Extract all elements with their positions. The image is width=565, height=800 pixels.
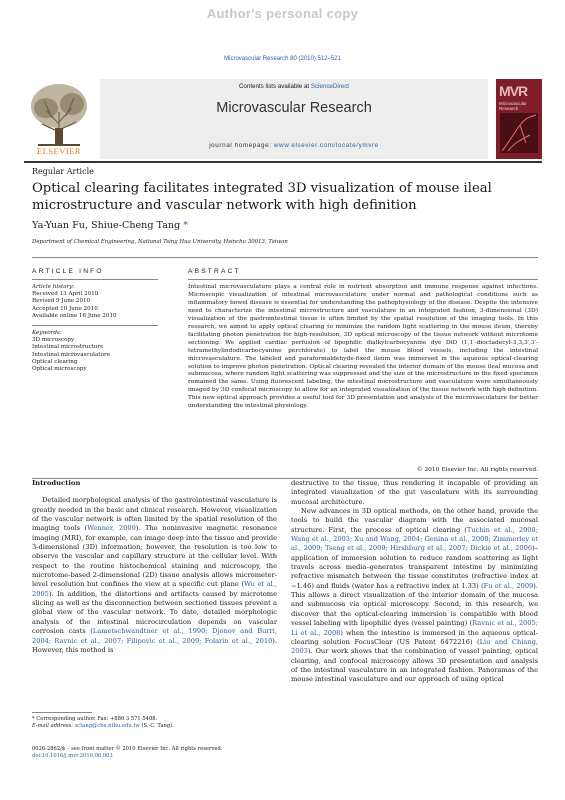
journal-header: [24, 76, 542, 163]
abstract-rule: [188, 279, 538, 280]
affiliation-rule: [32, 257, 538, 258]
journal-homepage: journal homepage: www.elsevier.com/locate/ymvre: [209, 142, 379, 149]
publisher-name: ELSEVIER: [36, 146, 82, 156]
citation-link[interactable]: Fu et al., 2009: [483, 581, 534, 590]
history-label: Article history:: [32, 284, 75, 290]
body-column-left: [32, 479, 277, 655]
author-list: Ya-Yuan Fu, Shiue-Cheng Tang *: [32, 220, 189, 231]
homepage-link[interactable]: www.elsevier.com/locate/ymvre: [273, 142, 379, 149]
issn-block: [32, 746, 332, 761]
keyword: Intestinal microvasculature: [32, 351, 111, 358]
issn-line: 0026-2862/$ – see front matter © 2010 Elsevier Inc. All rights reserved.: [32, 746, 223, 752]
citation-link[interactable]: Liu and Chiang, 2003: [291, 637, 538, 656]
keywords-label: Keywords:: [32, 330, 62, 337]
history-received: Received 13 April 2010: [32, 291, 99, 298]
citation-link[interactable]: Wu et al., 2005: [32, 580, 277, 598]
article-type: Regular Article: [32, 167, 94, 176]
cover-vessel-image: [500, 113, 538, 153]
watermark: Author's personal copy: [206, 6, 359, 21]
info-rule: [32, 279, 158, 280]
history-online: Available online 18 June 2010: [32, 312, 117, 319]
citation-link[interactable]: Ravnic et al., 2005; Li et al., 2008: [291, 619, 538, 637]
citation-link[interactable]: Wenner, 2009: [87, 524, 136, 533]
cover-logo-letters: MVR: [499, 83, 528, 99]
article-info-heading: ARTICLE INFO: [32, 268, 104, 275]
cover-title: Microvascular Research: [499, 101, 527, 111]
keywords-rule: [32, 325, 158, 326]
journal-name: Microvascular Research: [216, 100, 372, 116]
footnote-rule: [32, 712, 92, 713]
body-column-right: [291, 479, 538, 685]
citation-link[interactable]: Lametschwandtner et al., 1990; Djonov and Burri, 2004; Ravnic et al., 2007; Filipovic et al., 2009; Folarin et al., 2010: [32, 627, 277, 645]
email-line: E-mail address: sctang@che.nthu.edu.tw (S.-C. Tang).: [32, 723, 174, 730]
keyword: 3D microscopy: [32, 337, 75, 344]
journal-cover-image: [496, 79, 542, 159]
contents-line: Contents lists available at ScienceDirect: [238, 83, 350, 90]
abstract-text: Intestinal microvasculature plays a central role in nutrient absorption and immune response against infections. Microscopic visualization of intestinal microvasculature under normal and pathological conditions such as inflammatory bowel disease is essential for understanding the pathophysiology of the disease. Despite the intensive need to characterize the intestinal microstructure and vasculature in an integrated fashion, 3-dimensional (3D) visualization of the gastrointestinal tissue is often limited by the spatial resolution of the imaging tools. In this research, we aimed to apply optical clearing to minimize the random light scattering in the mouse ileum, thereby facilitating photon penetration for high-resolution, 3D optical microscopy of the tissue network without microtome sectioning. We applied cardiac perfusion of lipophilic dialkylcarbocyanine dye DiD (1,1′-dioctadecyl-3,3,3′,3′-tetramethylindodicarbocyanine perchlorate) to label the mouse blood vessels, including the intestinal microvasculature. The labeled and paraformaldehyde-fixed ileum was immersed in the aqueous optical-clearing solution to improve photon penetration. Optical clearing revealed the interior domain of the mouse ileal mucosa and submucosa, where random light scattering was suppressed and the size of the microstructure in the fixed specimen remained the same. Using fluorescent labeling, the intestinal microstructure and vasculature were simultaneously imaged by 3D confocal microscopy to allow for an integrated visualization of the tissue network with high definition. This new optical approach provides a useful tool for 3D presentation and analysis of the microvasculature for better understanding the intestinal physiology.: [188, 284, 538, 410]
footnote: [32, 716, 272, 730]
corresponding-author-note: * Corresponding author. Fax: +886 3 571 5408.: [32, 716, 158, 722]
keyword: Optical clearing: [32, 358, 78, 365]
citation-link[interactable]: Tuchin et al., 2008; Wang et al., 2003; Xu and Wang, 2004; Genina et al., 2008; Zimmerley et al., 2009; Tseng et al., 2009; Hirshburg et al., 2007; Dickie et al., 2006: [291, 525, 538, 553]
header-rule: [24, 161, 542, 163]
keyword: Intestinal microstructure: [32, 344, 104, 351]
article-info: [32, 284, 158, 373]
corresponding-author-mark[interactable]: *: [183, 220, 189, 231]
journal-citation[interactable]: Microvascular Research 80 (2010) 512–521: [224, 56, 341, 62]
affiliation: Department of Chemical Engineering, National Tsing Hua University, Hsinchu 30013, Taiwan: [32, 239, 288, 245]
keyword: Optical microscopy: [32, 366, 87, 373]
abstract-heading: ABSTRACT: [188, 268, 241, 275]
email-link[interactable]: sctang@che.nthu.edu.tw: [74, 723, 140, 730]
body-paragraph: destructive to the tissue, thus rendering it incapable of providing an integrated visualization of the gut vasculature with its surrounding mucosal architecture.: [291, 479, 538, 506]
intro-paragraph: Detailed morphological analysis of the gastrointestinal vasculature is greatly needed in the basic and clinical research. However, visualization of the vascular network is often limited by the spatial resolution of the imaging tools (Wenner, 2009). The noninvasive magnetic resonance imaging (MRI), for example, can image deep into the tissue and provide 3-dimensional (3D) information; however, the resolution is too low to observe the vascular and capillary structure at the cellular level. With respect to the routine histochemical staining and microscopy, the microtome-based 2-dimensional (2D) tissue analysis allows micrometer-level resolution but confines the view at a specific cut plane (Wu et al., 2005). In addition, the distortions and artifacts caused by microtome slicing as well as the disconnection between sectioned tissues prevent a global view of the vascular network. To date, detailed morphologic analysis of the intestinal microcirculation depends on vascular corrosion casts (Lametschwandtner et al., 1990; Djonov and Burri, 2004; Ravnic et al., 2007; Filipovic et al., 2009; Folarin et al., 2010). However, this method is: [32, 496, 278, 654]
sciencedirect-link[interactable]: ScienceDirect: [310, 83, 350, 90]
copyright: © 2010 Elsevier Inc. All rights reserved.: [416, 467, 538, 473]
body-paragraph: New advances in 3D optical methods, on the other hand, provide the tools to build the vascular diagram with the associated mucosal structure. First, the process of optical clearing (Tuchin et al., 2008; Wang et al., 2003; Xu and Wang, 2004; Genina et al., 2008; Zimmerley et al., 2009; Tseng et al., 2009; Hirshburg et al., 2007; Dickie et al., 2006)–application of immersion solution to reduce random scattering as light travels across media–generates transparent intestine by minimizing refractive mismatch between the tissue constitutes (refractive index at ~1.46) and fluids (water has a refractive index at 1.33) (Fu et al., 2009). This allows a direct visualization of the interior domain of the mucosa and submucosa via optical microscopy. Second, in this research, we discover that the optical-clearing immersion is compatible with blood vessel labeling with lipophilic dyes (vessel painting) (Ravnic et al., 2005; Li et al., 2008) when the intestine is immersed in the aqueous optical-clearing solution FocusClear (US Patent 6472216) (Liu and Chiang, 2003). Our work shows that the combination of vessel painting, optical clearing, and confocal microscopy allows 3D presentation and analysis of the intestinal vasculature in an integrated fashion. Panoramas of the mouse intestinal vasculature and our approach of using optical: [291, 507, 538, 684]
article-title: Optical clearing facilitates integrated 3D visualization of mouse ileal microstructure and vascular network with high definition: [32, 181, 492, 213]
intro-heading: Introduction: [32, 479, 81, 487]
doi-link[interactable]: doi:10.1016/j.mvr.2010.06.003: [32, 753, 113, 760]
history-revised: Revised 9 June 2010: [32, 298, 91, 305]
history-accepted: Accepted 10 June 2010: [32, 305, 98, 312]
